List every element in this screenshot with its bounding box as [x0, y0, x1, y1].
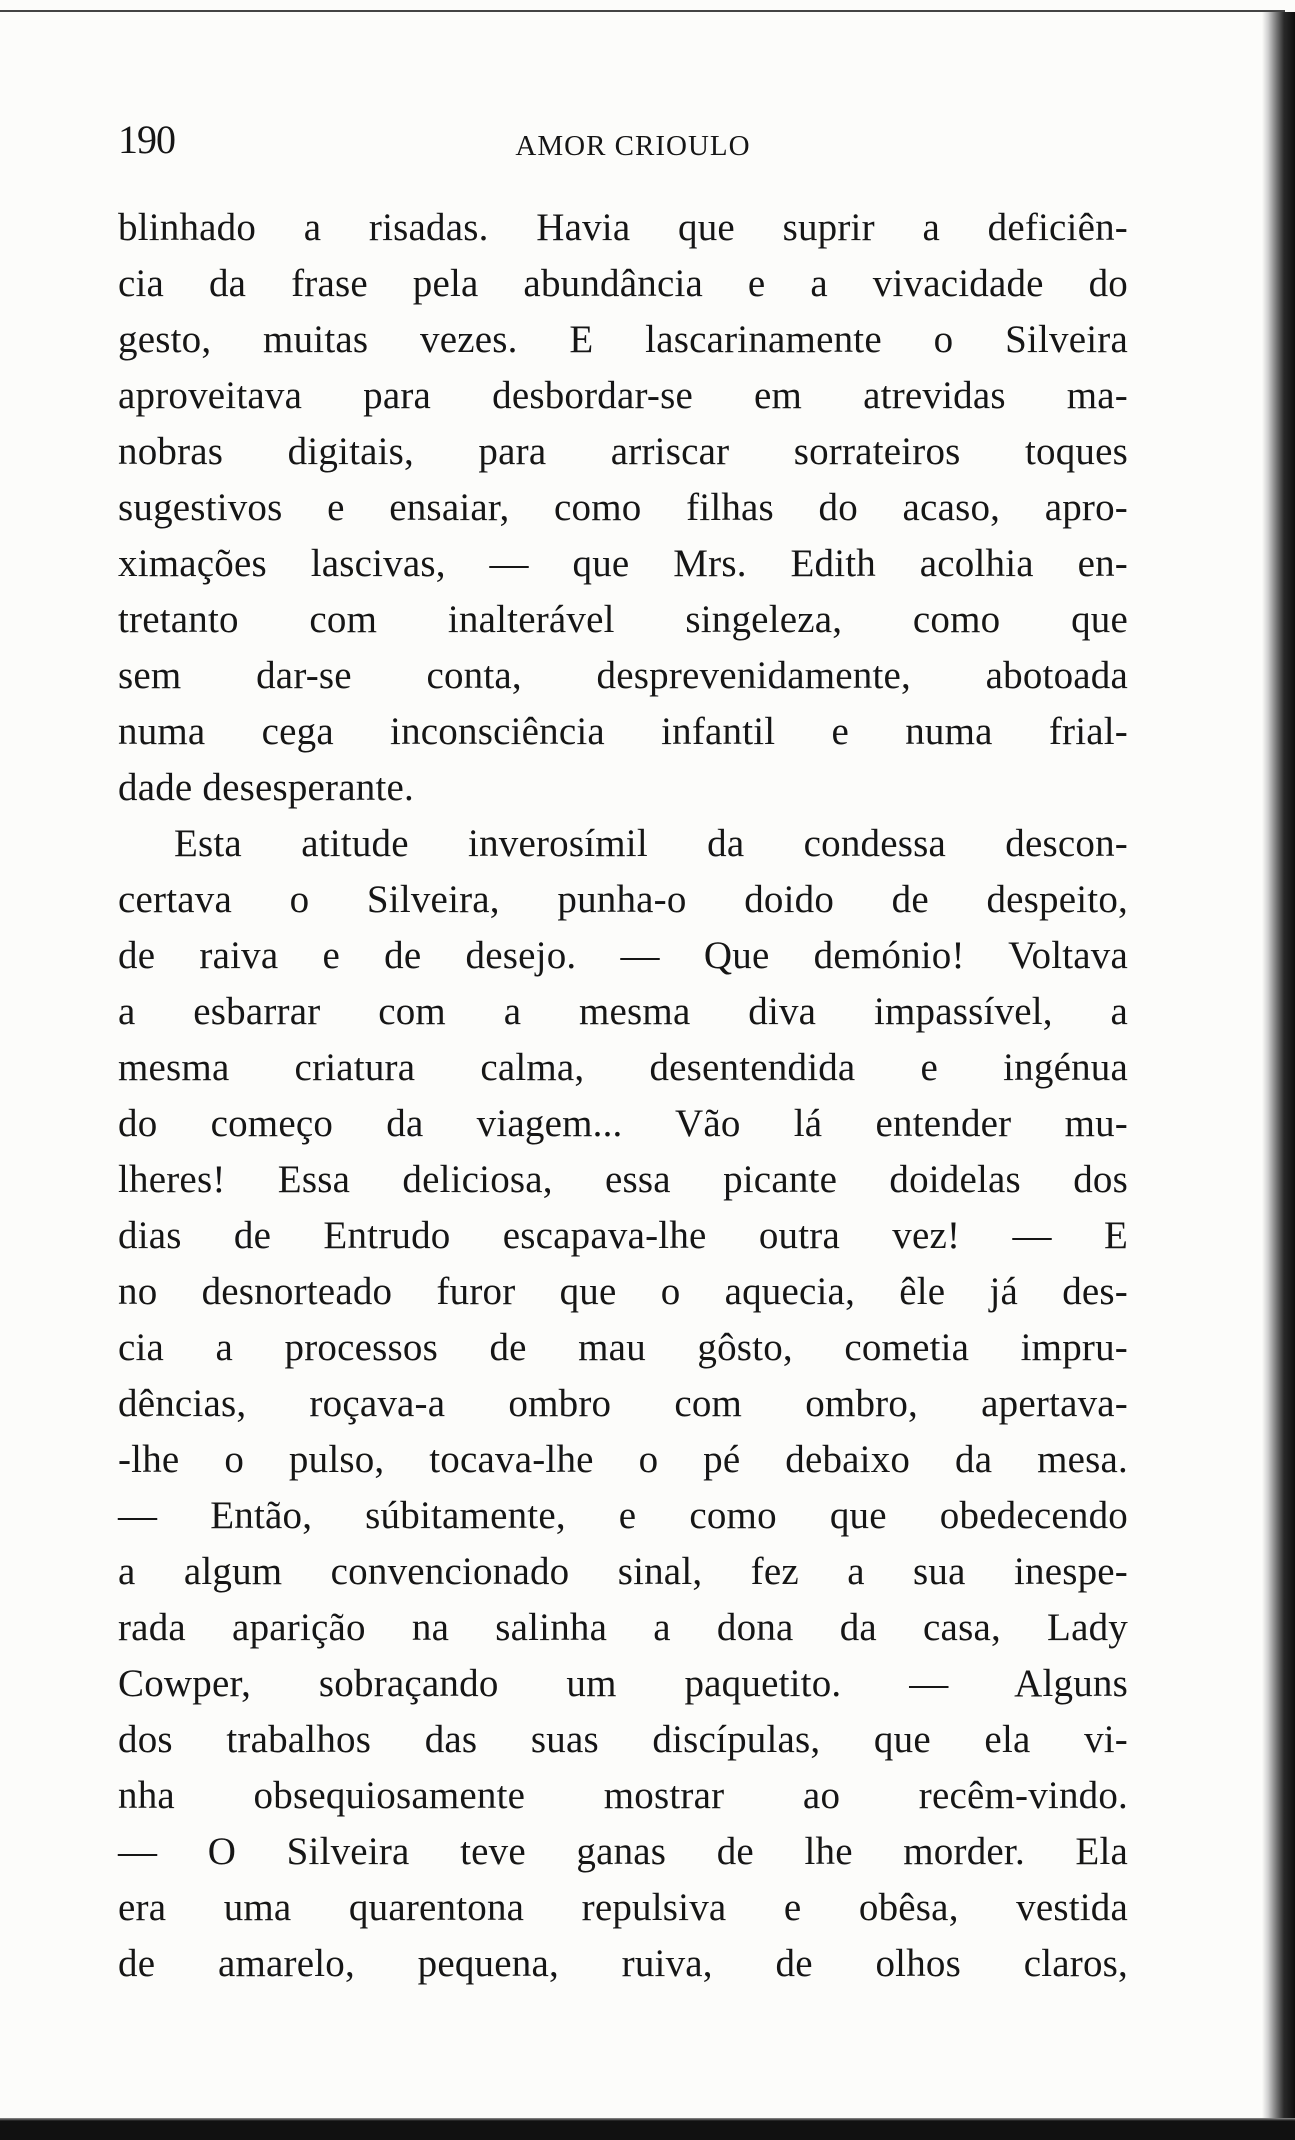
right-page-shadow — [1262, 12, 1295, 2118]
bottom-page-edge — [0, 2118, 1295, 2140]
text-line: cia da frase pela abundância e a vivacidade do — [118, 262, 1128, 305]
text-line: lheres! Essa deliciosa, essa picante doidelas dos — [118, 1158, 1128, 1201]
text-line: cia a processos de mau gôsto, cometia impru- — [118, 1326, 1128, 1369]
text-line: ximações lascivas, — que Mrs. Edith acolhia en- — [118, 542, 1128, 585]
text-line: Cowper, sobraçando um paquetito. — Alguns — [118, 1662, 1128, 1705]
text-line: nobras digitais, para arriscar sorrateiros toques — [118, 430, 1128, 473]
text-line: de amarelo, pequena, ruiva, de olhos claros, — [118, 1942, 1128, 1985]
text-line: blinhado a risadas. Havia que suprir a deficiên- — [118, 206, 1128, 249]
text-line: do começo da viagem... Vão lá entender mu- — [118, 1102, 1128, 1145]
text-line: no desnorteado furor que o aquecia, êle já des- — [118, 1270, 1128, 1313]
text-line: tretanto com inalterável singeleza, como que — [118, 598, 1128, 641]
text-line: sem dar-se conta, desprevenidamente, abotoada — [118, 654, 1128, 697]
text-line: — O Silveira teve ganas de lhe morder. Ela — [118, 1830, 1128, 1873]
text-line: sugestivos e ensaiar, como filhas do acaso, apro- — [118, 486, 1128, 529]
text-line: -lhe o pulso, tocava-lhe o pé debaixo da mesa. — [118, 1438, 1128, 1481]
text-line: dos trabalhos das suas discípulas, que ela vi- — [118, 1718, 1128, 1761]
text-line: numa cega inconsciência infantil e numa frial- — [118, 710, 1128, 753]
page-body-text — [118, 200, 1128, 1992]
running-head — [118, 112, 1148, 172]
paragraph-last-line: dade desesperante. — [118, 766, 414, 809]
text-line: gesto, muitas vezes. E lascarinamente o Silveira — [118, 318, 1128, 361]
text-line: nha obsequiosamente mostrar ao recêm-vindo. — [118, 1774, 1128, 1817]
text-line: a esbarrar com a mesma diva impassível, a — [118, 990, 1128, 1033]
text-line: mesma criatura calma, desentendida e ingénua — [118, 1046, 1128, 1089]
text-line: de raiva e de desejo. — Que demónio! Voltava — [118, 934, 1128, 977]
book-title-header: AMOR CRIOULO — [515, 130, 751, 162]
text-line: era uma quarentona repulsiva e obêsa, vestida — [118, 1886, 1128, 1929]
text-line: — Então, súbitamente, e como que obedecendo — [118, 1494, 1128, 1537]
text-line: rada aparição na salinha a dona da casa, Lady — [118, 1606, 1128, 1649]
paragraph-first-line: Esta atitude inverosímil da condessa descon- — [174, 822, 1128, 865]
text-line: dências, roçava-a ombro com ombro, apertava- — [118, 1382, 1128, 1425]
top-page-edge — [0, 10, 1285, 12]
text-line: certava o Silveira, punha-o doido de despeito, — [118, 878, 1128, 921]
text-line: aproveitava para desbordar-se em atrevidas ma- — [118, 374, 1128, 417]
page-number: 190 — [118, 117, 175, 162]
text-line: dias de Entrudo escapava-lhe outra vez! — E — [118, 1214, 1128, 1257]
text-line: a algum convencionado sinal, fez a sua inespe- — [118, 1550, 1128, 1593]
